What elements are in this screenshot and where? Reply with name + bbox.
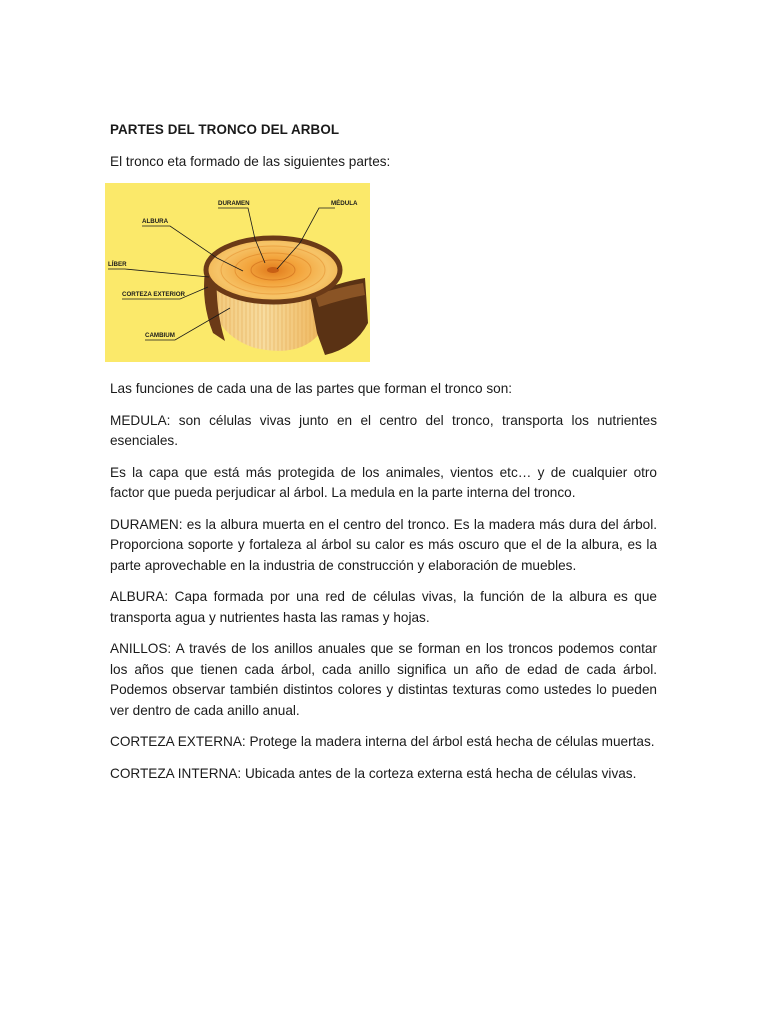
label-liber: LÍBER: [108, 261, 127, 268]
paragraph-corteza-interna: CORTEZA INTERNA: Ubicada antes de la corteza externa está hecha de células vivas.: [110, 765, 637, 781]
document-body: [110, 120, 657, 795]
paragraph-corteza-externa: CORTEZA EXTERNA: Protege la madera interna del árbol está hecha de células muertas.: [110, 734, 655, 749]
intro-paragraph: El tronco eta formado de las siguientes partes:: [110, 153, 391, 169]
tree-trunk-diagram: [105, 183, 370, 362]
label-albura: ALBURA: [142, 218, 169, 225]
medula-center: [267, 267, 279, 273]
label-corteza-exterior: CORTEZA EXTERIOR: [122, 291, 186, 298]
functions-intro: Las funciones de cada una de las partes que forman el tronco son:: [110, 381, 513, 396]
label-duramen: DURAMEN: [218, 200, 250, 207]
paragraph-anillos: ANILLOS: A través de los anillos anuales que se forman en los troncos podemos contar los años que tienen cada árbol, cada anillo significa un año de edad de cada árbol. Podemos observar también distintos colores y distintas texturas como ustedes lo pueden ver dentro de cada anillo anual.: [110, 641, 657, 718]
label-medula: MÉDULA: [331, 200, 358, 207]
paragraph-medula: MEDULA: son células vivas junto en el centro del tronco, transporta los nutrientes esenciales.: [110, 412, 657, 448]
trunk-illustration: [105, 183, 370, 362]
document-title: PARTES DEL TRONCO DEL ARBOL: [110, 122, 340, 137]
paragraph-proteccion: Es la capa que está más protegida de los animales, vientos etc… y de cualquier otro factor que pueda perjudicar al árbol. La medula en la parte interna del tronco.: [110, 464, 657, 500]
paragraph-albura: ALBURA: Capa formada por una red de células vivas, la función de la albura es que transporta agua y nutrientes hasta las ramas y hojas.: [110, 589, 657, 625]
paragraph-duramen: DURAMEN: es la albura muerta en el centro del tronco. Es la madera más dura del árbol. Proporciona soporte y fortaleza al árbol su calor es más oscuro que el de la albura, es la parte aprovechable en la industria de construcción y elaboración de muebles.: [110, 516, 657, 573]
label-cambium: CAMBIUM: [145, 332, 175, 339]
